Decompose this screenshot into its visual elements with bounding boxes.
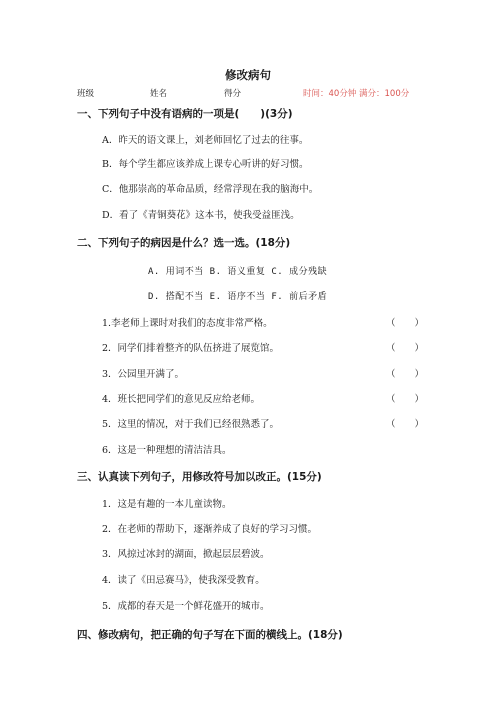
s1-option-d: D．看了《青铜葵花》这本书，使我受益匪浅。 [102, 210, 300, 221]
s2-answer-paren-2[interactable]: （ ） [386, 343, 425, 354]
s2-item-2: 2．同学们排着整齐的队伍挤进了展览馆。 [102, 343, 280, 354]
s2-item-3: 3．公园里开满了。 [102, 369, 185, 380]
score-label: 得分 [224, 89, 242, 99]
time-score-info: 时间：40分钟 满分：100分 [303, 89, 410, 99]
s3-item-3: 3．风掠过冰封的湖面，掀起层层碧波。 [102, 549, 270, 560]
s1-option-c: C．他那崇高的革命品质，经常浮现在我的脑海中。 [102, 184, 319, 195]
section-3-heading: 三、认真读下列句子，用修改符号加以改正。(15分) [77, 471, 322, 483]
s3-item-5: 5．成都的春天是一个鲜花盛开的城市。 [102, 601, 270, 612]
s2-item-5: 5．这里的情况，对于我们已经很熟悉了。 [102, 419, 280, 430]
name-label: 姓名 [150, 89, 168, 99]
s2-answer-paren-1[interactable]: （ ） [386, 318, 425, 329]
s1-option-a: A．昨天的语文课上，刘老师回忆了过去的往事。 [102, 135, 309, 146]
s3-item-2: 2．在老师的帮助下，逐渐养成了良好的学习习惯。 [102, 524, 318, 535]
s1-option-b: B．每个学生都应该养成上课专心听讲的好习惯。 [102, 159, 309, 170]
s3-item-1: 1．这是有趣的一本儿童读物。 [102, 499, 232, 510]
s2-answer-paren-3[interactable]: （ ） [386, 369, 425, 380]
page-title: 修改病句 [225, 68, 271, 82]
s2-answer-paren-4[interactable]: （ ） [386, 394, 425, 405]
section-4-heading: 四、修改病句，把正确的句子写在下面的横线上。(18分) [77, 629, 343, 641]
s2-options-row-1: A. 用词不当 B. 语义重复 C. 成分残缺 [148, 267, 328, 277]
s2-options-row-2: D. 搭配不当 E. 语序不当 F. 前后矛盾 [148, 292, 328, 302]
s3-item-4: 4．读了《田忌赛马》，使我深受教育。 [102, 575, 265, 586]
s2-answer-paren-5[interactable]: （ ） [386, 419, 425, 430]
s2-item-6: 6．这是一种理想的清洁洁具。 [102, 445, 232, 456]
s2-item-4: 4．班长把同学们的意见反应给老师。 [102, 394, 261, 405]
section-2-heading: 二、下列句子的病因是什么？选一选。(18分) [77, 237, 291, 249]
class-label: 班级 [77, 89, 95, 99]
s2-item-1: 1.李老师上课时对我们的态度非常严格。 [102, 318, 273, 329]
section-1-heading: 一、下列句子中没有语病的一项是( )(3分) [77, 108, 293, 120]
